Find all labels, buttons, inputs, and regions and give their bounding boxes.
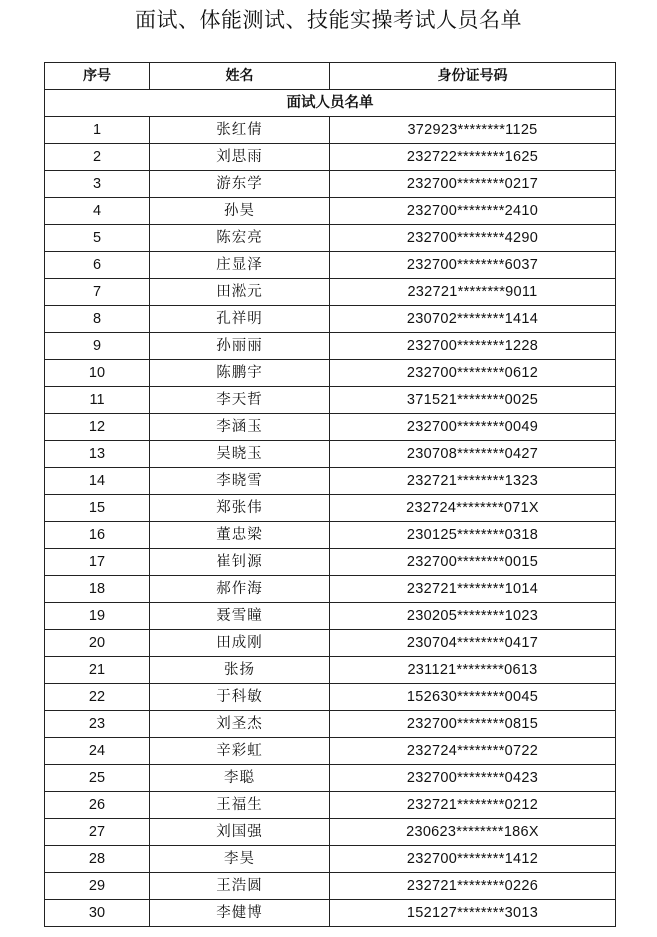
- table-row: [45, 684, 616, 711]
- row-seq: 30: [45, 900, 150, 927]
- table-row: [45, 414, 616, 441]
- row-name: 郝作海: [150, 576, 330, 603]
- roster-table: [44, 62, 616, 927]
- row-id-number: 372923********1125: [330, 117, 616, 144]
- row-name: 吴晓玉: [150, 441, 330, 468]
- row-name: 张红倩: [150, 117, 330, 144]
- row-seq: 4: [45, 198, 150, 225]
- table-row: [45, 225, 616, 252]
- row-name: 孙昊: [150, 198, 330, 225]
- table-row: [45, 846, 616, 873]
- row-id-number: 230623********186X: [330, 819, 616, 846]
- table-row: [45, 144, 616, 171]
- row-name: 刘圣杰: [150, 711, 330, 738]
- row-id-number: 232700********0612: [330, 360, 616, 387]
- row-id-number: 232700********6037: [330, 252, 616, 279]
- row-seq: 19: [45, 603, 150, 630]
- header-seq: 序号: [45, 63, 150, 90]
- row-name: 李涵玉: [150, 414, 330, 441]
- row-name: 刘思雨: [150, 144, 330, 171]
- table-row: [45, 549, 616, 576]
- row-id-number: 232721********9011: [330, 279, 616, 306]
- row-seq: 22: [45, 684, 150, 711]
- row-name: 崔钊源: [150, 549, 330, 576]
- row-name: 陈鹏宇: [150, 360, 330, 387]
- row-id-number: 232700********0217: [330, 171, 616, 198]
- table-row: [45, 522, 616, 549]
- row-seq: 8: [45, 306, 150, 333]
- row-id-number: 231121********0613: [330, 657, 616, 684]
- row-id-number: 232700********0049: [330, 414, 616, 441]
- row-id-number: 232721********1323: [330, 468, 616, 495]
- table-row: [45, 441, 616, 468]
- row-id-number: 232700********1412: [330, 846, 616, 873]
- row-name: 庄显泽: [150, 252, 330, 279]
- row-seq: 13: [45, 441, 150, 468]
- row-name: 李晓雪: [150, 468, 330, 495]
- row-name: 聂雪瞳: [150, 603, 330, 630]
- roster-body: [45, 90, 616, 927]
- row-seq: 1: [45, 117, 150, 144]
- table-row: [45, 900, 616, 927]
- table-row: [45, 576, 616, 603]
- row-seq: 3: [45, 171, 150, 198]
- table-row: [45, 252, 616, 279]
- table-row: [45, 279, 616, 306]
- table-row: [45, 198, 616, 225]
- row-name: 游东学: [150, 171, 330, 198]
- row-seq: 11: [45, 387, 150, 414]
- table-row: [45, 711, 616, 738]
- table-row: [45, 468, 616, 495]
- row-name: 陈宏亮: [150, 225, 330, 252]
- row-id-number: 232700********0815: [330, 711, 616, 738]
- row-seq: 17: [45, 549, 150, 576]
- row-id-number: 232700********0423: [330, 765, 616, 792]
- row-id-number: 232724********071X: [330, 495, 616, 522]
- row-seq: 28: [45, 846, 150, 873]
- table-row: [45, 333, 616, 360]
- header-row: [45, 63, 616, 90]
- row-id-number: 230205********1023: [330, 603, 616, 630]
- row-id-number: 152630********0045: [330, 684, 616, 711]
- row-seq: 29: [45, 873, 150, 900]
- row-seq: 24: [45, 738, 150, 765]
- section-title: 面试人员名单: [45, 90, 616, 117]
- row-id-number: 232724********0722: [330, 738, 616, 765]
- row-seq: 20: [45, 630, 150, 657]
- table-row: [45, 495, 616, 522]
- row-id-number: 232700********4290: [330, 225, 616, 252]
- row-id-number: 371521********0025: [330, 387, 616, 414]
- row-name: 田成刚: [150, 630, 330, 657]
- row-id-number: 232700********2410: [330, 198, 616, 225]
- row-seq: 5: [45, 225, 150, 252]
- row-name: 郑张伟: [150, 495, 330, 522]
- section-row: [45, 90, 616, 117]
- row-seq: 21: [45, 657, 150, 684]
- table-row: [45, 603, 616, 630]
- row-seq: 16: [45, 522, 150, 549]
- row-name: 李天哲: [150, 387, 330, 414]
- row-name: 田淞元: [150, 279, 330, 306]
- table-row: [45, 171, 616, 198]
- table-row: [45, 765, 616, 792]
- row-seq: 26: [45, 792, 150, 819]
- row-id-number: 230704********0417: [330, 630, 616, 657]
- header-id-number: 身份证号码: [330, 63, 616, 90]
- row-id-number: 232721********1014: [330, 576, 616, 603]
- table-row: [45, 117, 616, 144]
- row-name: 王福生: [150, 792, 330, 819]
- header-name: 姓名: [150, 63, 330, 90]
- table-row: [45, 792, 616, 819]
- table-row: [45, 387, 616, 414]
- row-name: 王浩圆: [150, 873, 330, 900]
- row-id-number: 152127********3013: [330, 900, 616, 927]
- row-id-number: 232721********0212: [330, 792, 616, 819]
- row-seq: 6: [45, 252, 150, 279]
- row-id-number: 232700********0015: [330, 549, 616, 576]
- row-name: 董忠梁: [150, 522, 330, 549]
- row-id-number: 232722********1625: [330, 144, 616, 171]
- row-seq: 18: [45, 576, 150, 603]
- table-row: [45, 873, 616, 900]
- row-seq: 14: [45, 468, 150, 495]
- table-row: [45, 630, 616, 657]
- row-name: 于科敏: [150, 684, 330, 711]
- row-seq: 9: [45, 333, 150, 360]
- row-id-number: 232700********1228: [330, 333, 616, 360]
- row-id-number: 230125********0318: [330, 522, 616, 549]
- table-row: [45, 360, 616, 387]
- row-name: 孙丽丽: [150, 333, 330, 360]
- row-name: 张扬: [150, 657, 330, 684]
- row-name: 孔祥明: [150, 306, 330, 333]
- row-seq: 7: [45, 279, 150, 306]
- row-seq: 15: [45, 495, 150, 522]
- table-row: [45, 306, 616, 333]
- page-title: 面试、体能测试、技能实操考试人员名单: [135, 8, 522, 32]
- row-seq: 27: [45, 819, 150, 846]
- row-name: 辛彩虹: [150, 738, 330, 765]
- row-seq: 23: [45, 711, 150, 738]
- row-name: 李昊: [150, 846, 330, 873]
- table-row: [45, 819, 616, 846]
- row-id-number: 232721********0226: [330, 873, 616, 900]
- table-row: [45, 738, 616, 765]
- row-name: 刘国强: [150, 819, 330, 846]
- row-name: 李健博: [150, 900, 330, 927]
- row-id-number: 230702********1414: [330, 306, 616, 333]
- row-seq: 25: [45, 765, 150, 792]
- table-row: [45, 657, 616, 684]
- row-seq: 2: [45, 144, 150, 171]
- row-id-number: 230708********0427: [330, 441, 616, 468]
- row-name: 李聪: [150, 765, 330, 792]
- row-seq: 12: [45, 414, 150, 441]
- row-seq: 10: [45, 360, 150, 387]
